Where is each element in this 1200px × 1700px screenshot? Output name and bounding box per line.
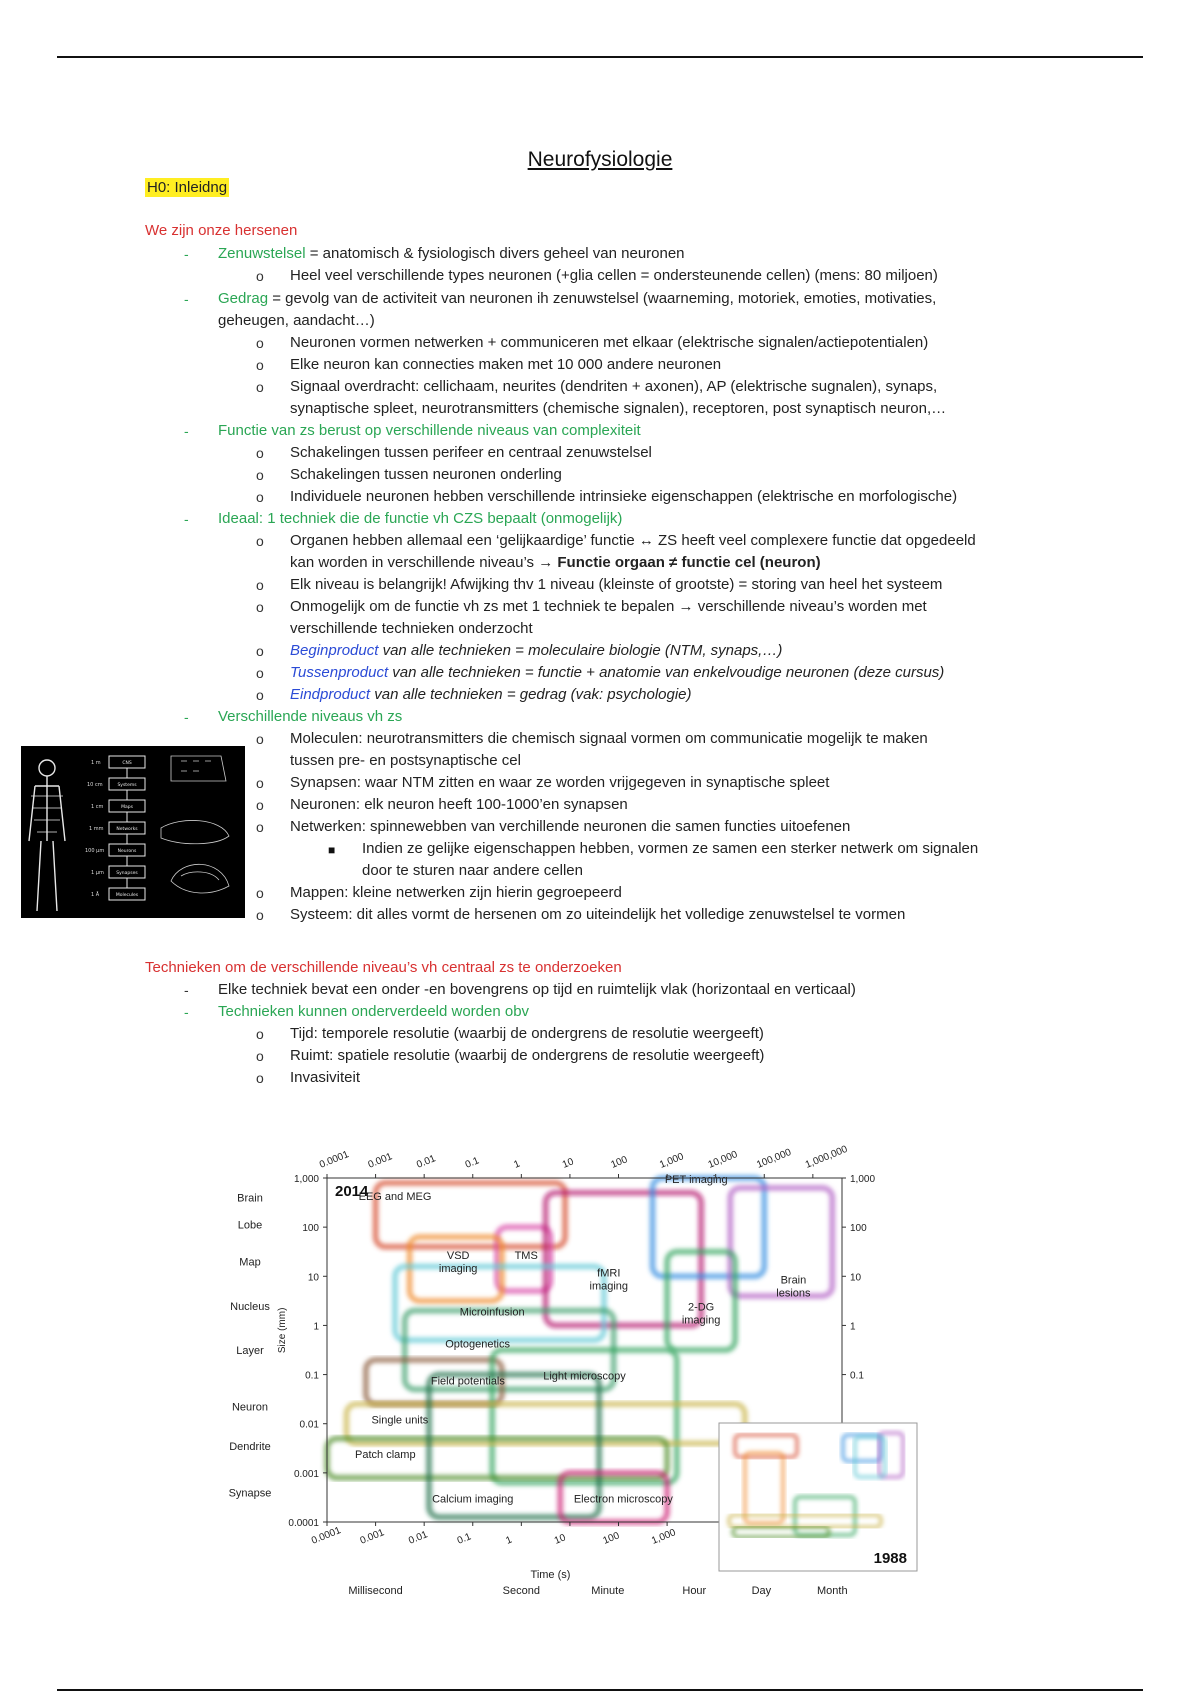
y-axis-title: Size (mm) <box>277 1307 288 1354</box>
technique-label: Brain lesions <box>776 1274 811 1300</box>
list-item: Ideaal: 1 techniek die de functie vh CZS bepaalt (onmogelijk) <box>218 510 623 527</box>
circle-bullet: o <box>256 577 264 593</box>
text: Onmogelijk om de functie vh zs met 1 techniek te bepalen <box>290 598 679 615</box>
list-item: Indien ze gelijke eigenschappen hebben, vormen ze samen een sterker netwerk om signalen <box>362 840 979 857</box>
list-item: Netwerken: spinnewebben van verchillende neuronen die samen functies uitoefenen <box>290 818 851 835</box>
level-box-label: Networks <box>116 827 138 832</box>
list-item: Mappen: kleine netwerken zijn hierin gegroepeerd <box>290 884 622 901</box>
list-item: Ruimt: spatiele resolutie (waarbij de ondergrens de resolutie weergeeft) <box>290 1047 765 1064</box>
y-tick-label-right: 0.1 <box>850 1370 864 1382</box>
x-tick-label-top: 0.1 <box>463 1155 481 1171</box>
circle-bullet: o <box>256 819 264 835</box>
list-item <box>290 662 944 684</box>
circle-bullet: o <box>256 665 264 681</box>
y-tick-label-right: 1,000 <box>850 1174 876 1185</box>
y-tick-label: 0.1 <box>305 1370 319 1382</box>
scale-label: 1 cm <box>91 804 104 810</box>
dash-bullet: - <box>184 291 189 307</box>
list-item-continued: geheugen, aandacht…) <box>218 312 375 329</box>
text: verschillende niveau’s worden met <box>693 598 927 615</box>
dash-bullet: - <box>184 982 189 998</box>
y-tick-label: 1,000 <box>293 1174 319 1185</box>
circle-bullet: o <box>256 775 264 791</box>
top-rule <box>57 56 1143 58</box>
list-item: Signaal overdracht: cellichaam, neurites (dendriten + axonen), AP (elektrische sugnalen), synaps, <box>290 378 938 395</box>
page-title: Neurofysiologie <box>527 148 673 171</box>
x-tick-label-top: 100,000 <box>755 1147 793 1171</box>
term: Gedrag <box>218 290 269 307</box>
technique-label: 2-DG imaging <box>681 1301 721 1327</box>
techniques-resolution-chart <box>222 1120 934 1600</box>
list-item: Elk niveau is belangrijk! Afwijking thv 1 niveau (kleinste of grootste) = storing van heel het systeem <box>290 576 943 593</box>
x-tick-label-bottom: 0.1 <box>455 1531 473 1547</box>
list-item: Functie van zs berust op verschillende niveaus van complexiteit <box>218 422 641 439</box>
x-tick-label-top: 1 <box>512 1158 522 1171</box>
x-tick-label-bottom: 10 <box>552 1532 568 1547</box>
technique-label: Patch clamp <box>355 1449 416 1462</box>
circle-bullet: o <box>256 489 264 505</box>
level-box-label: CNS <box>122 761 132 766</box>
circle-bullet: o <box>256 467 264 483</box>
list-item-continued: door te sturen naar andere cellen <box>362 862 583 879</box>
year-label: 2014 <box>335 1183 369 1200</box>
scale-label: Map <box>239 1256 261 1269</box>
x-tick-label-top: 10 <box>560 1156 576 1171</box>
list-item: Tijd: temporele resolutie (waarbij de ondergrens de resolutie weergeeft) <box>290 1025 764 1042</box>
technique-label: Field potentials <box>430 1375 505 1388</box>
arrow-icon: → <box>678 598 694 615</box>
level-box-label: Neurons <box>117 849 137 854</box>
y-tick-label: 0.0001 <box>288 1518 319 1529</box>
dash-bullet: - <box>184 423 189 439</box>
technique-label: Electron microscopy <box>573 1493 673 1506</box>
circle-bullet: o <box>256 1048 264 1064</box>
circle-bullet: o <box>256 797 264 813</box>
list-item: Technieken kunnen onderverdeeld worden obv <box>218 1003 530 1020</box>
technique-label: Light microscopy <box>543 1370 626 1383</box>
technique-label: fMRI imaging <box>589 1267 629 1293</box>
bottom-rule <box>57 1689 1143 1691</box>
x-tick-label-bottom: 0.01 <box>407 1529 430 1547</box>
x-tick-label-bottom: 1 <box>504 1534 514 1547</box>
circle-bullet: o <box>256 533 264 549</box>
technique-label: Single units <box>371 1414 429 1427</box>
text: kan worden in verschillende niveau’s <box>290 554 539 571</box>
time-label: Month <box>816 1585 848 1597</box>
circle-bullet: o <box>256 379 264 395</box>
circle-bullet: o <box>256 1070 264 1086</box>
circle-bullet: o <box>256 1026 264 1042</box>
y-tick-label-right: 100 <box>850 1223 867 1235</box>
x-tick-label-top: 1,000,000 <box>803 1143 850 1171</box>
list-item-continued: tussen pre- en postsynaptische cel <box>290 752 521 769</box>
x-tick-label-bottom: 0.0001 <box>310 1525 343 1547</box>
term: Eindproduct <box>290 686 371 703</box>
circle-bullet: o <box>256 357 264 373</box>
y-tick-label: 10 <box>307 1272 319 1284</box>
level-box-label: Maps <box>121 805 133 810</box>
list-item: Schakelingen tussen neuronen onderling <box>290 466 562 483</box>
x-tick-label-bottom: 1,000 <box>650 1527 678 1547</box>
x-tick-label-top: 0.0001 <box>318 1149 351 1171</box>
level-box-label: Synapses <box>116 871 138 876</box>
technique-label: VSD imaging <box>438 1250 478 1276</box>
dash-bullet: - <box>184 709 189 725</box>
circle-bullet: o <box>256 643 264 659</box>
scale-label: 1 m <box>91 760 101 766</box>
list-item: Neuronen: elk neuron heeft 100-1000’en synapsen <box>290 796 628 813</box>
list-item: Individuele neuronen hebben verschillende intrinsieke eigenschappen (elektrische en morfologische) <box>290 488 958 505</box>
y-tick-label-right: 1 <box>850 1321 856 1333</box>
text: van alle technieken = functie + anatomie van enkelvoudige neuronen (deze cursus) <box>388 664 945 681</box>
x-tick-label-top: 100 <box>609 1154 630 1171</box>
list-item: Moleculen: neurotransmitters die chemisch signaal vormen om communicatie mogelijk te maken <box>290 730 928 747</box>
technique-label: EEG and MEG <box>358 1191 432 1204</box>
text: = gevolg van de activiteit van neuronen ih zenuwstelsel (waarneming, motoriek, emoties, motivaties, <box>268 290 937 307</box>
term: Beginproduct <box>290 642 379 659</box>
technique-label: PET imaging <box>664 1173 728 1186</box>
scale-label: Lobe <box>237 1219 263 1232</box>
section-heading: We zijn onze hersenen <box>145 222 298 239</box>
scale-label: 1 mm <box>89 826 104 832</box>
y-tick-label: 1 <box>313 1321 319 1333</box>
dash-bullet: - <box>184 511 189 527</box>
list-item: Invasiviteit <box>290 1069 361 1086</box>
circle-bullet: o <box>256 335 264 351</box>
scale-label: Layer <box>236 1345 264 1357</box>
y-tick-label-right: 10 <box>850 1272 862 1284</box>
level-box-label: Molecules <box>115 893 139 898</box>
arrow-icon: → <box>538 554 554 571</box>
y-tick-label: 100 <box>302 1223 319 1235</box>
technique-label: Microinfusion <box>459 1306 525 1319</box>
dash-bullet: - <box>184 246 189 262</box>
circle-bullet: o <box>256 885 264 901</box>
list-item: Elke techniek bevat een onder -en bovengrens op tijd en ruimtelijk vlak (horizontaal en verticaal) <box>218 981 856 998</box>
circle-bullet: o <box>256 268 264 284</box>
time-label: Minute <box>591 1585 625 1597</box>
nervous-system-levels-figure <box>21 746 245 918</box>
scale-label: Dendrite <box>229 1440 271 1453</box>
inset-year-label: 1988 <box>873 1550 907 1567</box>
list-item: Organen hebben allemaal een ‘gelijkaardige’ functie ↔ ZS heeft veel complexere functie dat opgedeeld <box>290 532 976 549</box>
list-item-continued: verschillende technieken onderzocht <box>290 620 533 637</box>
square-bullet: ■ <box>328 843 336 857</box>
list-item: Synapsen: waar NTM zitten en waar ze worden vrijgegeven in synaptische spleet <box>290 774 830 791</box>
term: Zenuwstelsel <box>218 245 306 262</box>
bold-text: Functie orgaan ≠ functie cel (neuron) <box>553 554 821 571</box>
scale-label: Brain <box>237 1192 263 1205</box>
list-item <box>290 640 782 662</box>
section-heading: Technieken om de verschillende niveau’s vh centraal zs te onderzoeken <box>145 959 622 976</box>
text: van alle technieken = moleculaire biologie (NTM, synaps,…) <box>378 642 783 659</box>
technique-label: TMS <box>514 1250 538 1263</box>
circle-bullet: o <box>256 445 264 461</box>
x-axis-title: Time (s) <box>530 1569 571 1581</box>
list-item: Schakelingen tussen perifeer en centraal zenuwstelsel <box>290 444 652 461</box>
x-tick-label-top: 0.001 <box>366 1151 394 1171</box>
list-item: Systeem: dit alles vormt de hersenen om zo uiteindelijk het volledige zenuwstelsel te vormen <box>290 906 906 923</box>
text: = anatomisch & fysiologisch divers geheel van neuronen <box>305 245 685 262</box>
circle-bullet: o <box>256 687 264 703</box>
circle-bullet: o <box>256 907 264 923</box>
x-tick-label-bottom: 0.001 <box>358 1527 386 1547</box>
list-item <box>290 596 927 618</box>
technique-label: Calcium imaging <box>432 1493 514 1506</box>
list-item-continued <box>290 552 821 574</box>
time-label: Hour <box>682 1585 707 1597</box>
level-box-label: Systems <box>117 783 137 788</box>
list-item: Elke neuron kan connecties maken met 10 000 andere neuronen <box>290 356 722 373</box>
x-tick-label-top: 10,000 <box>706 1149 740 1171</box>
scale-label: 1 μm <box>91 870 104 876</box>
time-label: Second <box>502 1585 540 1597</box>
list-item: Verschillende niveaus vh zs <box>218 708 403 725</box>
time-label: Day <box>751 1585 772 1597</box>
list-item <box>218 243 685 265</box>
scale-label: 10 cm <box>87 782 103 788</box>
list-item: Neuronen vormen netwerken + communiceren met elkaar (elektrische signalen/actiepotentialen) <box>290 334 929 351</box>
list-item-continued: synaptische spleet, neurotransmitters (chemische signalen), receptoren, post synaptisch neuron,… <box>290 400 947 417</box>
y-tick-label: 0.001 <box>293 1468 319 1480</box>
x-tick-label-top: 0.01 <box>415 1153 438 1171</box>
scale-label: Neuron <box>231 1401 269 1414</box>
text: van alle technieken = gedrag (vak: psychologie) <box>370 686 692 703</box>
scale-label: Nucleus <box>230 1300 270 1313</box>
y-tick-label: 0.01 <box>299 1419 319 1431</box>
term: Tussenproduct <box>290 664 389 681</box>
x-tick-label-top: 1,000 <box>658 1151 686 1171</box>
circle-bullet: o <box>256 599 264 615</box>
dash-bullet: - <box>184 1004 189 1020</box>
list-item <box>218 288 936 310</box>
scale-label: 100 μm <box>85 848 105 854</box>
scale-label: 1 Å <box>91 892 100 898</box>
chapter-heading: H0: Inleidng <box>147 179 228 196</box>
x-tick-label-bottom: 100 <box>601 1530 622 1547</box>
technique-label: Optogenetics <box>445 1338 511 1351</box>
list-item <box>290 684 692 706</box>
circle-bullet: o <box>256 731 264 747</box>
scale-label: Synapse <box>228 1487 272 1500</box>
list-item: Heel veel verschillende types neuronen (+glia cellen = ondersteunende cellen) (mens: 80 miljoen) <box>290 267 938 284</box>
time-label: Millisecond <box>348 1585 403 1597</box>
